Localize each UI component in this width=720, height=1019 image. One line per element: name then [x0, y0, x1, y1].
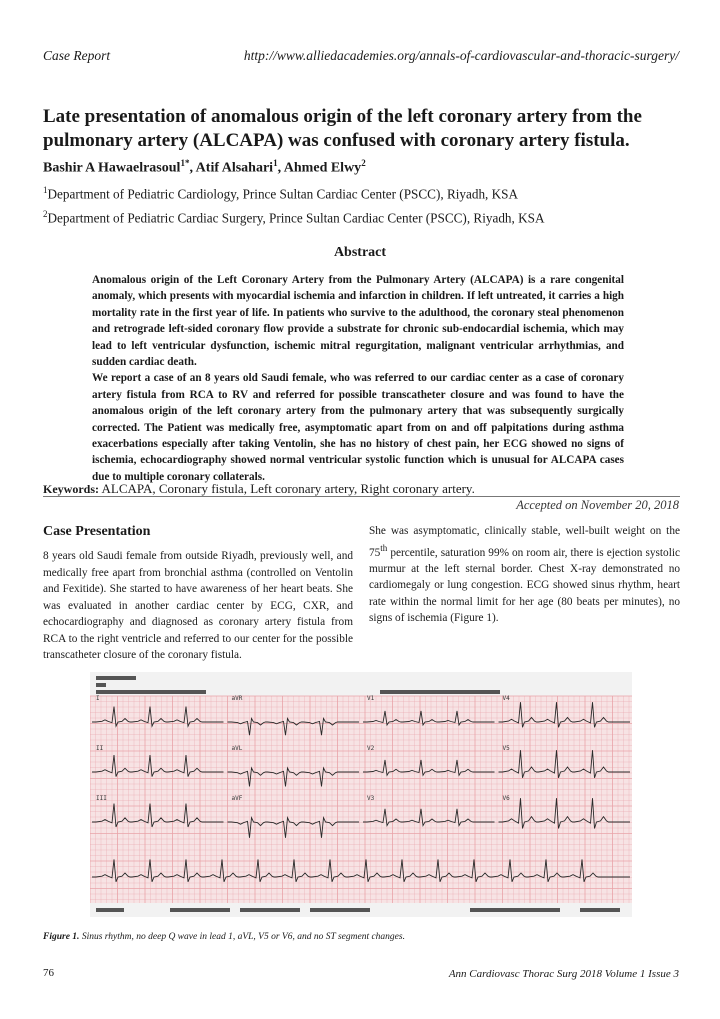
lead-label-avr: aVR: [231, 695, 243, 702]
case-paragraph-2a: She was asymptomatic, clinically stable, well-built weight on the 75: [369, 525, 680, 559]
lead-label-v1: V1: [367, 695, 375, 702]
keywords-label: Keywords:: [43, 482, 99, 496]
author-3-sup: 2: [361, 158, 366, 168]
case-paragraph-2b: percentile, saturation 99% on room air, there is ejection systolic murmur at the left sternal border. Chest X-ray demonstrated no cardiomegaly or lung congestion. ECG showed sinus rhythm, heart rate within the normal limit for her age (80 beats per minutes), no signs of ischemia (Figure 1).: [369, 546, 680, 625]
running-header-left: Case Report: [43, 48, 111, 63]
author-1-sup: 1*: [180, 158, 190, 168]
affiliation-1: [43, 185, 518, 202]
ecg-paper: [90, 672, 632, 917]
lead-label-ii: II: [96, 745, 104, 752]
abstract-paragraph-1: Anomalous origin of the Left Coronary Artery from the Pulmonary Artery (ALCAPA) is a rare congenital anomaly, which presents with myocardial ischemia and infarction in children. If left untreated, it carries a high mortality rate in the first year of life. In patients who survive to the adulthood, the coronary steal phenomenon and retrograde left-sided coronary flow provide a substrate for chronic sub-endocardial ischemia, which may lead to left ventricular dysfunction, ischemic mitral regurgitation, malignant ventricular arrhythmias, and sudden cardiac death.: [92, 274, 624, 369]
lead-label-v3: V3: [367, 795, 375, 802]
abstract-paragraph-2: We report a case of an 8 years old Saudi female, who was referred to our cardiac center as a case of coronary artery fistula from RCA to RV and referred for possible transcatheter closure and was found to have the anomalous origin of the left coronary artery from the pulmonary artery that was subsequently surgically corrected. The Patient was medically free, asymptomatic apart from on and off palpitations during asthma exacerbations especially after taking Ventolin, she has no history of chest pain, her ECG showed no signs of ischemia, echocardiography showed normal ventricular systolic function which is unusual for ALCAPA cases due to multiple coronary collaterals.: [92, 372, 624, 483]
lead-label-v6: V6: [502, 795, 510, 802]
article-title: Late presentation of anomalous origin of the left coronary artery from the pulmonary artery (ALCAPA) was confused with coronary artery fistula.: [43, 106, 642, 151]
affiliation-1-num: 1: [43, 185, 48, 195]
journal-url[interactable]: http://www.alliedacademies.org/annals-of-cardiovascular-and-thoracic-surgery/: [243, 48, 679, 63]
author-list: [43, 158, 366, 177]
journal-citation: Ann Cardiovasc Thorac Surg 2018 Volume 1 Issue 3: [448, 968, 679, 980]
case-paragraph-2: [369, 523, 680, 627]
abstract-body: [92, 272, 624, 485]
author-1: Bashir A Hawaelrasoul: [43, 160, 181, 176]
author-2-sup: 1: [273, 158, 278, 168]
ecg-footer-marks: [96, 908, 620, 912]
left-column-text: [43, 548, 353, 664]
author-3: , Ahmed Elwy: [277, 160, 362, 176]
keywords-line: [43, 481, 475, 497]
lead-label-v2: V2: [367, 745, 375, 752]
percentile-sup: th: [380, 542, 388, 553]
lead-label-avl: aVL: [231, 745, 243, 752]
figure-caption-text: Sinus rhythm, no deep Q wave in lead 1, aVL, V5 or V6, and no ST segment changes.: [79, 932, 405, 942]
affiliation-1-text: Department of Pediatric Cardiology, Prince Sultan Cardiac Center (PSCC), Riyadh, KSA: [47, 186, 519, 202]
case-paragraph-1: 8 years old Saudi female from outside Riyadh, previously well, and medically free apart from bronchial asthma (controlled on Ventolin and Fexitide). She started to have awareness of her heart beats. She was evaluated in another cardiac center by ECG, CXR, and echocardiography and diagnosed as coronary artery fistula from RCA to the right ventricle and referred to our center for the possible transcatheter closure of the coronary fistula.: [43, 550, 353, 661]
keywords-text: ALCAPA, Coronary fistula, Left coronary artery, Right coronary artery.: [101, 481, 475, 496]
section-heading: Case Presentation: [43, 524, 151, 539]
affiliation-2: [43, 209, 545, 226]
lead-label-avf: aVF: [231, 795, 243, 802]
abstract-heading: Abstract: [333, 245, 387, 260]
author-2: , Atif Alsahari: [189, 160, 274, 176]
lead-label-v5: V5: [502, 745, 510, 752]
page-number: 76: [43, 967, 54, 979]
accepted-date: Accepted on November 20, 2018: [516, 498, 679, 512]
affiliation-2-text: Department of Pediatric Cardiac Surgery, Prince Sultan Cardiac Center (PSCC), Riyadh, KSA: [47, 210, 545, 226]
lead-label-v4: V4: [502, 695, 510, 702]
figure-caption: [43, 932, 405, 942]
keywords-divider: [43, 496, 680, 497]
figure-caption-label: Figure 1.: [43, 932, 80, 942]
ecg-figure: [90, 672, 632, 917]
right-column-text: [369, 523, 680, 627]
affiliation-2-num: 2: [43, 209, 48, 219]
lead-label-i: I: [96, 695, 100, 702]
lead-label-iii: III: [96, 795, 107, 802]
